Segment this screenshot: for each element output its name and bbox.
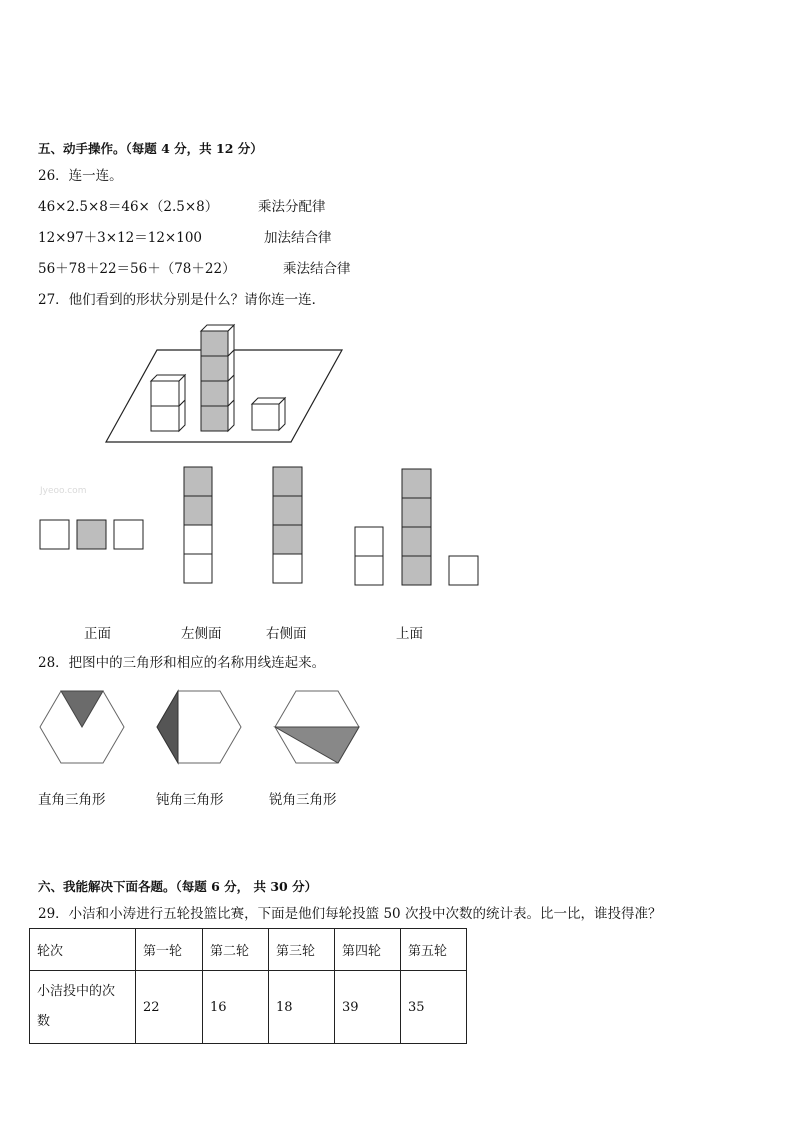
row-label-line-1: 小洁投中的次 [37, 984, 116, 999]
row-label-line-2: 数 [37, 1014, 51, 1029]
q28-hexagon-3 [275, 691, 359, 763]
table-header-row [30, 929, 467, 971]
view-label-left: 左侧面 [181, 626, 222, 642]
q27-prompt: 27．他们看到的形状分别是什么？请你连一连． [38, 292, 326, 308]
table-cell: 16 [203, 971, 269, 1044]
table-cell: 18 [269, 971, 335, 1044]
table-header-cell: 第二轮 [203, 929, 269, 971]
q28-name-acute: 锐角三角形 [269, 792, 337, 808]
table-cell: 39 [335, 971, 401, 1044]
table-cell: 35 [401, 971, 467, 1044]
table-cell: 22 [136, 971, 203, 1044]
q28-prompt: 28．把图中的三角形和相应的名称用线连起来。 [38, 655, 326, 671]
q28-hexagon-1 [40, 691, 124, 763]
q29-prompt: 29．小洁和小涛进行五轮投篮比赛，下面是他们每轮投篮 50 次投中次数的统计表。比一比，谁投得准？ [38, 906, 662, 922]
view-label-front: 正面 [84, 626, 111, 642]
q26-expression-2: 12×97＋3×12＝12×100 [38, 230, 203, 246]
q27-option-3 [273, 467, 302, 583]
q27-stack-middle [201, 325, 234, 431]
view-label-right: 右侧面 [266, 626, 307, 642]
q29-table [29, 928, 467, 1044]
table-header-cell: 第三轮 [269, 929, 335, 971]
q27-stack-right [252, 398, 285, 430]
q26-expression-1: 46×2.5×8＝46×（2.5×8） [38, 199, 219, 215]
table-header-cell: 第一轮 [136, 929, 203, 971]
q26-expression-3: 56＋78＋22＝56＋（78＋22） [38, 261, 236, 277]
q26-law-1: 乘法分配律 [258, 199, 326, 215]
section5-title: 五、动手操作。（每题 4 分，共 12 分） [38, 141, 263, 156]
table-row-label [30, 971, 136, 1044]
watermark: Jyeoo.com [40, 486, 87, 496]
q28-name-obtuse: 钝角三角形 [156, 792, 224, 808]
table-header-cell: 第五轮 [401, 929, 467, 971]
q28-name-right: 直角三角形 [38, 792, 106, 808]
table-header-cell: 第四轮 [335, 929, 401, 971]
q28-triangle-obtuse [157, 691, 178, 763]
q26-law-3: 乘法结合律 [283, 261, 351, 277]
q26-law-2: 加法结合律 [264, 230, 332, 246]
q27-option-2 [184, 467, 212, 583]
q27-stack-left [151, 375, 185, 431]
q27-option-4 [355, 469, 478, 585]
table-row [30, 971, 467, 1044]
q27-option-1 [40, 520, 143, 549]
view-label-top: 上面 [396, 626, 423, 642]
table-header-cell: 轮次 [30, 929, 136, 971]
section6-title: 六、我能解决下面各题。（每题 6 分， 共 30 分） [38, 879, 318, 894]
q28-hexagon-2 [157, 691, 241, 763]
q26-prompt: 26．连一连。 [38, 168, 123, 184]
